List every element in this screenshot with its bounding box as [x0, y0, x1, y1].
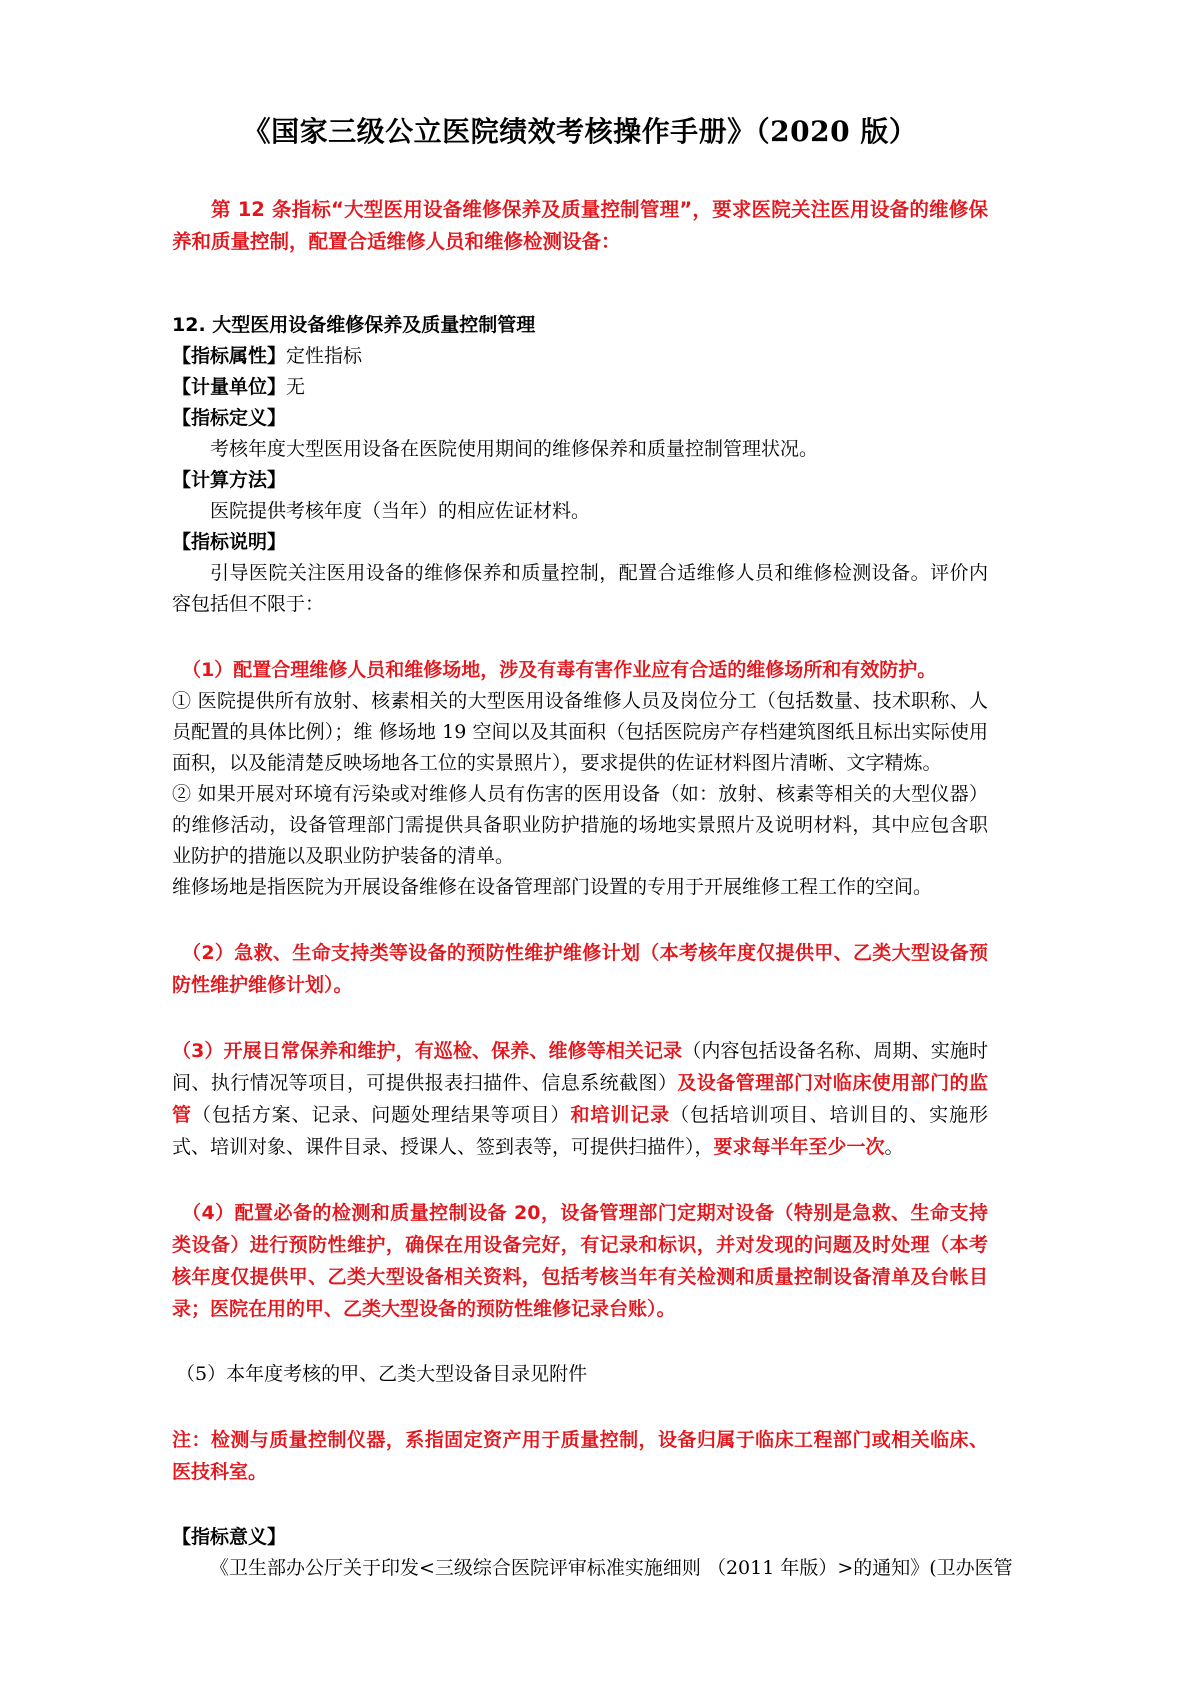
definition-text: 考核年度大型医用设备在医院使用期间的维修保养和质量控制管理状况。 [210, 438, 819, 460]
item-1-heading: （1）配置合理维修人员和维修场地，涉及有毒有害作业应有合适的维修场所和有效防护。 [182, 659, 937, 681]
item-1-sub-1: ① 医院提供所有放射、核素相关的大型医用设备维修人员及岗位分工（包括数量、技术职称、人员配置的具体比例）；维 修场地 19 空间以及其面积（包括医院房产存档建筑图纸且标出实际使用面积，以及能清楚反映场地各工位的实景照片），要求提供的佐证材料图片清晰、文字精炼。 [172, 690, 988, 774]
method-text: 医院提供考核年度（当年）的相应佐证材料。 [210, 500, 591, 522]
intro-paragraph: 第 12 条指标“大型医用设备维修保养及质量控制管理”，要求医院关注医用设备的维修保养和质量控制，配置合适维修人员和维修检测设备： [172, 198, 988, 253]
spacer [172, 620, 988, 654]
spacer [172, 1390, 988, 1424]
item-3-paragraph [172, 1035, 988, 1163]
field-indicator-attribute [172, 341, 988, 372]
item-3-run-1: （3）开展日常保养和维护，有巡检、保养、维修等相关记录 [172, 1040, 683, 1062]
spacer [172, 1325, 988, 1359]
section-heading: 12. 大型医用设备维修保养及质量控制管理 [172, 314, 536, 336]
explanation-text: 引导医院关注医用设备的维修保养和质量控制，配置合适维修人员和维修检测设备。评价内容包括但不限于： [172, 562, 988, 615]
item-3-run-7: 要求每半年至少一次 [713, 1136, 885, 1158]
definition-label: 【指标定义】 [172, 407, 287, 429]
note-paragraph: 注：检测与质量控制仪器，系指固定资产用于质量控制，设备归属于临床工程部门或相关临床、医技科室。 [172, 1429, 988, 1483]
item-5-heading: （5）本年度考核的甲、乙类大型设备目录见附件 [176, 1363, 588, 1385]
item-3-run-6: （包括培训项目、培训目的、实施形式、培训对象、课件目录、授课人、签到表等，可提供扫描件）， [172, 1104, 988, 1158]
item-1-sub-3: 维修场地是指医院为开展设备维修在设备管理部门设置的专用于开展维修工程工作的空间。 [172, 876, 933, 898]
field-key: 【计量单位】 [172, 376, 287, 398]
field-value: 无 [286, 376, 306, 398]
spacer [172, 1001, 988, 1035]
spacer [172, 1163, 988, 1197]
spacer [172, 903, 988, 937]
item-4-heading: （4）配置必备的检测和质量控制设备 20，设备管理部门定期对设备（特别是急救、生命支持类设备）进行预防性维护，确保在用设备完好，有记录和标识，并对发现的问题及时处理（本考核年度仅提供甲、乙类大型设备相关资料，包括考核当年有关检测和质量控制设备清单及台帐目录；医院在用的甲、乙类大型设备的预防性维修记录台账）。 [172, 1202, 988, 1320]
field-key: 【指标属性】 [172, 345, 287, 367]
item-3-run-5: 和培训记录 [570, 1104, 671, 1126]
page-title: 《国家三级公立医院绩效考核操作手册》（2020 版） [242, 115, 918, 148]
significance-label: 【指标意义】 [172, 1526, 287, 1548]
explanation-label: 【指标说明】 [172, 531, 287, 553]
item-2-heading: （2）急救、生命支持类等设备的预防性维护维修计划（本考核年度仅提供甲、乙类大型设备预防性维护维修计划）。 [172, 942, 988, 996]
field-measurement-unit [172, 372, 988, 403]
item-3-run-4: （包括方案、记录、问题处理结果等项目） [191, 1104, 571, 1126]
item-3-run-3: 及设备管理部门对临床使用部门的监管 [172, 1072, 988, 1126]
item-3-run-2: （内容包括设备名称、周期、实施时间、执行情况等项目，可提供报表扫描件、信息系统截图） [172, 1040, 988, 1094]
document-content [172, 0, 1013, 1584]
item-3-run-8: 。 [884, 1136, 904, 1158]
item-1-sub-2: ② 如果开展对环境有污染或对维修人员有伤害的医用设备（如：放射、核素等相关的大型仪器）的维修活动，设备管理部门需提供具备职业防护措施的场地实景照片及说明材料，其中应包含职业防护的措施以及职业防护装备的清单。 [172, 783, 988, 867]
spacer [172, 258, 988, 284]
spacer [172, 1488, 988, 1522]
method-label: 【计算方法】 [172, 469, 287, 491]
significance-text: 《卫生部办公厅关于印发<三级综合医院评审标准实施细则 （2011 年版）>的通知》(卫办医管 [210, 1557, 1013, 1579]
field-value: 定性指标 [286, 345, 363, 367]
